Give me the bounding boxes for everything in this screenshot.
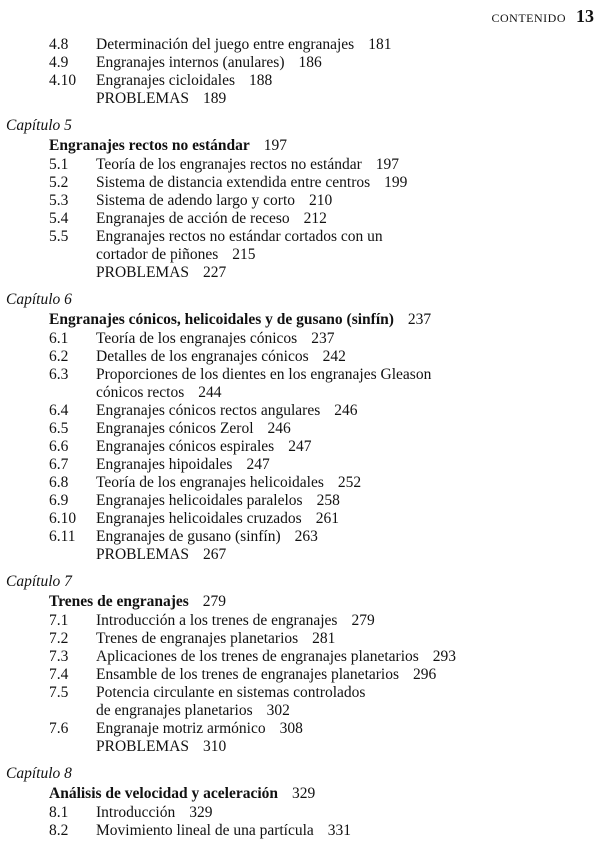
toc-entry bbox=[0, 822, 600, 840]
section-title-text: Teoría de los engranajes cónicos bbox=[96, 330, 298, 347]
section-title bbox=[96, 246, 256, 264]
chapter-title bbox=[0, 310, 600, 330]
section-title bbox=[96, 822, 351, 840]
page-number: 188 bbox=[249, 72, 273, 89]
section-number: 4.10 bbox=[49, 72, 77, 89]
section-title-text: de engranajes planetarios bbox=[96, 702, 253, 719]
page-number: 329 bbox=[189, 804, 213, 821]
toc-entry bbox=[0, 510, 600, 528]
section-number: 6.7 bbox=[49, 456, 69, 473]
section-title-text: cónicos rectos bbox=[96, 384, 185, 401]
toc-problems bbox=[0, 738, 600, 756]
page-number: 237 bbox=[311, 330, 335, 347]
section-title bbox=[96, 174, 407, 192]
page-number: 227 bbox=[203, 264, 227, 281]
section-title-text: Movimiento lineal de una partícula bbox=[96, 822, 314, 839]
page-number: 247 bbox=[246, 456, 270, 473]
page-number: 258 bbox=[316, 492, 340, 509]
chapter-title bbox=[0, 784, 600, 804]
toc-entry bbox=[0, 210, 600, 228]
section-title-text: Teoría de los engranajes rectos no estándar bbox=[96, 156, 362, 173]
section-title-text: Engranajes rectos no estándar cortados con un bbox=[96, 228, 383, 245]
problems-label: PROBLEMAS bbox=[96, 738, 190, 755]
problems-label: PROBLEMAS bbox=[96, 264, 190, 281]
section-title bbox=[96, 456, 270, 474]
page-number: 237 bbox=[407, 311, 432, 328]
page-number: 246 bbox=[267, 420, 291, 437]
section-number: 7.3 bbox=[49, 648, 69, 665]
chapter-title bbox=[0, 592, 600, 612]
section-title-text: Trenes de engranajes planetarios bbox=[96, 630, 299, 647]
section-title bbox=[96, 420, 291, 438]
page-number: 310 bbox=[203, 738, 227, 755]
toc-entry bbox=[0, 456, 600, 474]
page-number: 293 bbox=[432, 648, 457, 665]
toc-entry bbox=[0, 666, 600, 684]
problems-entry bbox=[96, 738, 226, 756]
section-title bbox=[96, 156, 399, 174]
section-title-text: Introducción a los trenes de engranajes bbox=[96, 612, 338, 629]
page-number: 247 bbox=[288, 438, 312, 455]
toc-entry bbox=[0, 36, 600, 54]
toc-entry bbox=[0, 366, 600, 384]
section-title bbox=[96, 804, 212, 822]
toc-problems bbox=[0, 264, 600, 282]
problems-entry bbox=[96, 90, 226, 108]
toc-entry bbox=[0, 228, 600, 246]
page-number: 246 bbox=[334, 402, 358, 419]
page-number: 210 bbox=[309, 192, 333, 209]
section-title-text: Proporciones de los dientes en los engranajes Gleason bbox=[96, 366, 432, 383]
page-number: 267 bbox=[203, 546, 227, 563]
problems-label: PROBLEMAS bbox=[96, 546, 190, 563]
section-title-text: Engranajes helicoidales paralelos bbox=[96, 492, 303, 509]
toc-entry bbox=[0, 54, 600, 72]
section-number: 6.9 bbox=[49, 492, 69, 509]
section-title bbox=[96, 210, 327, 228]
chapter-title-text: Análisis de velocidad y aceleración bbox=[49, 785, 279, 802]
page-number: 242 bbox=[322, 348, 346, 365]
section-title-text: Engranajes internos (anulares) bbox=[96, 54, 285, 71]
toc-entry bbox=[0, 720, 600, 738]
section-title bbox=[96, 438, 311, 456]
section-number: 5.2 bbox=[49, 174, 69, 191]
section-title bbox=[96, 612, 375, 630]
section-number: 8.2 bbox=[49, 822, 69, 839]
section-number: 7.2 bbox=[49, 630, 69, 647]
toc-entry bbox=[0, 174, 600, 192]
toc-entry bbox=[0, 348, 600, 366]
section-title bbox=[96, 702, 290, 720]
section-number: 5.5 bbox=[49, 228, 69, 245]
page-number: 181 bbox=[368, 36, 392, 53]
section-title bbox=[96, 192, 332, 210]
section-title bbox=[96, 36, 391, 54]
section-title bbox=[96, 330, 334, 348]
section-number: 4.9 bbox=[49, 54, 69, 71]
page-number: 212 bbox=[303, 210, 327, 227]
section-title-text: Sistema de adendo largo y corto bbox=[96, 192, 296, 209]
problems-label: PROBLEMAS bbox=[96, 90, 190, 107]
toc-entry bbox=[0, 156, 600, 174]
chapter-label: Capítulo 8 bbox=[6, 765, 72, 782]
page-number: 244 bbox=[198, 384, 222, 401]
section-title-text: Engranajes cicloidales bbox=[96, 72, 236, 89]
section-title bbox=[96, 528, 318, 546]
section-number: 8.1 bbox=[49, 804, 69, 821]
toc-entry bbox=[0, 630, 600, 648]
toc-entry bbox=[0, 192, 600, 210]
page-number: 331 bbox=[327, 822, 352, 839]
toc-entry bbox=[0, 420, 600, 438]
problems-entry bbox=[96, 546, 226, 564]
page-number: 263 bbox=[294, 528, 318, 545]
section-title bbox=[96, 366, 445, 384]
page-number: 261 bbox=[315, 510, 339, 527]
section-number: 5.3 bbox=[49, 192, 69, 209]
section-number: 6.6 bbox=[49, 438, 69, 455]
section-title bbox=[96, 510, 339, 528]
section-title-text: Teoría de los engranajes helicoidales bbox=[96, 474, 324, 491]
chapter-title-text: Engranajes cónicos, helicoidales y de gusano (sinfín) bbox=[49, 311, 394, 328]
page-number: 279 bbox=[351, 612, 375, 629]
section-title-text: Engranaje motriz armónico bbox=[96, 720, 266, 737]
section-title bbox=[96, 402, 357, 420]
page-number: 189 bbox=[203, 90, 227, 107]
section-number: 7.5 bbox=[49, 684, 69, 701]
section-title-text: Engranajes hipoidales bbox=[96, 456, 233, 473]
problems-entry bbox=[96, 264, 226, 282]
section-title-text: Potencia circulante en sistemas controlados bbox=[96, 684, 366, 701]
header-page-number: 13 bbox=[576, 6, 594, 26]
toc-entry bbox=[0, 72, 600, 90]
toc-entry bbox=[0, 804, 600, 822]
section-number: 7.6 bbox=[49, 720, 69, 737]
toc-problems bbox=[0, 90, 600, 108]
section-title bbox=[96, 666, 436, 684]
section-title bbox=[96, 348, 346, 366]
section-number: 6.3 bbox=[49, 366, 69, 383]
page-number: 197 bbox=[263, 137, 288, 154]
toc-problems bbox=[0, 546, 600, 564]
page-header bbox=[492, 6, 595, 27]
section-number: 6.11 bbox=[49, 528, 76, 545]
section-number: 4.8 bbox=[49, 36, 69, 53]
page-number: 302 bbox=[266, 702, 290, 719]
page-number: 296 bbox=[413, 666, 437, 683]
page-number: 199 bbox=[384, 174, 408, 191]
section-number: 5.4 bbox=[49, 210, 69, 227]
toc-entry bbox=[0, 474, 600, 492]
section-number: 6.5 bbox=[49, 420, 69, 437]
page-number: 279 bbox=[202, 593, 227, 610]
section-title bbox=[96, 630, 335, 648]
section-title bbox=[96, 384, 221, 402]
toc-entry bbox=[0, 246, 600, 264]
page-number: 252 bbox=[337, 474, 362, 491]
section-number: 6.10 bbox=[49, 510, 77, 527]
chapter-label: Capítulo 5 bbox=[6, 117, 72, 134]
section-number: 6.2 bbox=[49, 348, 69, 365]
toc-entry bbox=[0, 702, 600, 720]
section-number: 5.1 bbox=[49, 156, 69, 173]
toc-entry bbox=[0, 438, 600, 456]
page-number: 215 bbox=[232, 246, 256, 263]
chapter-title bbox=[0, 136, 600, 156]
section-title-text: Introducción bbox=[96, 804, 176, 821]
table-of-contents bbox=[0, 36, 600, 840]
chapter-title-text: Trenes de engranajes bbox=[49, 593, 189, 610]
section-title-text: Engranajes cónicos Zerol bbox=[96, 420, 254, 437]
section-title bbox=[96, 228, 397, 246]
toc-entry bbox=[0, 684, 600, 702]
chapter-label: Capítulo 6 bbox=[6, 291, 72, 308]
toc-entry bbox=[0, 528, 600, 546]
page-number: 281 bbox=[312, 630, 336, 647]
chapter-title-text: Engranajes rectos no estándar bbox=[49, 137, 250, 154]
section-number: 7.1 bbox=[49, 612, 69, 629]
toc-entry bbox=[0, 384, 600, 402]
page-number: 308 bbox=[279, 720, 303, 737]
section-title-text: Engranajes cónicos espirales bbox=[96, 438, 275, 455]
section-title-text: Detalles de los engranajes cónicos bbox=[96, 348, 309, 365]
section-title-text: Engranajes de gusano (sinfín) bbox=[96, 528, 281, 545]
section-title-text: cortador de piñones bbox=[96, 246, 219, 263]
section-title-text: Sistema de distancia extendida entre centros bbox=[96, 174, 371, 191]
toc-entry bbox=[0, 648, 600, 666]
section-title-text: Engranajes de acción de receso bbox=[96, 210, 290, 227]
section-title bbox=[96, 474, 361, 492]
section-title-text: Determinación del juego entre engranajes bbox=[96, 36, 355, 53]
chapter-label: Capítulo 7 bbox=[6, 573, 72, 590]
section-title bbox=[96, 720, 303, 738]
page-number: 197 bbox=[375, 156, 399, 173]
header-title: CONTENIDO bbox=[491, 11, 566, 25]
section-title bbox=[96, 492, 340, 510]
toc-entry bbox=[0, 612, 600, 630]
section-title-text: Aplicaciones de los trenes de engranajes planetarios bbox=[96, 648, 419, 665]
section-title-text: Ensamble de los trenes de engranajes planetarios bbox=[96, 666, 399, 683]
section-title bbox=[96, 648, 456, 666]
section-title bbox=[96, 72, 272, 90]
section-number: 6.8 bbox=[49, 474, 69, 491]
section-number: 6.4 bbox=[49, 402, 69, 419]
toc-entry bbox=[0, 492, 600, 510]
section-title-text: Engranajes helicoidales cruzados bbox=[96, 510, 302, 527]
section-number: 6.1 bbox=[49, 330, 69, 347]
page-number: 329 bbox=[292, 785, 316, 802]
page-number: 186 bbox=[298, 54, 322, 71]
section-title-text: Engranajes cónicos rectos angulares bbox=[96, 402, 321, 419]
section-title bbox=[96, 54, 322, 72]
section-title bbox=[96, 684, 379, 702]
section-number: 7.4 bbox=[49, 666, 69, 683]
toc-entry bbox=[0, 402, 600, 420]
toc-entry bbox=[0, 330, 600, 348]
